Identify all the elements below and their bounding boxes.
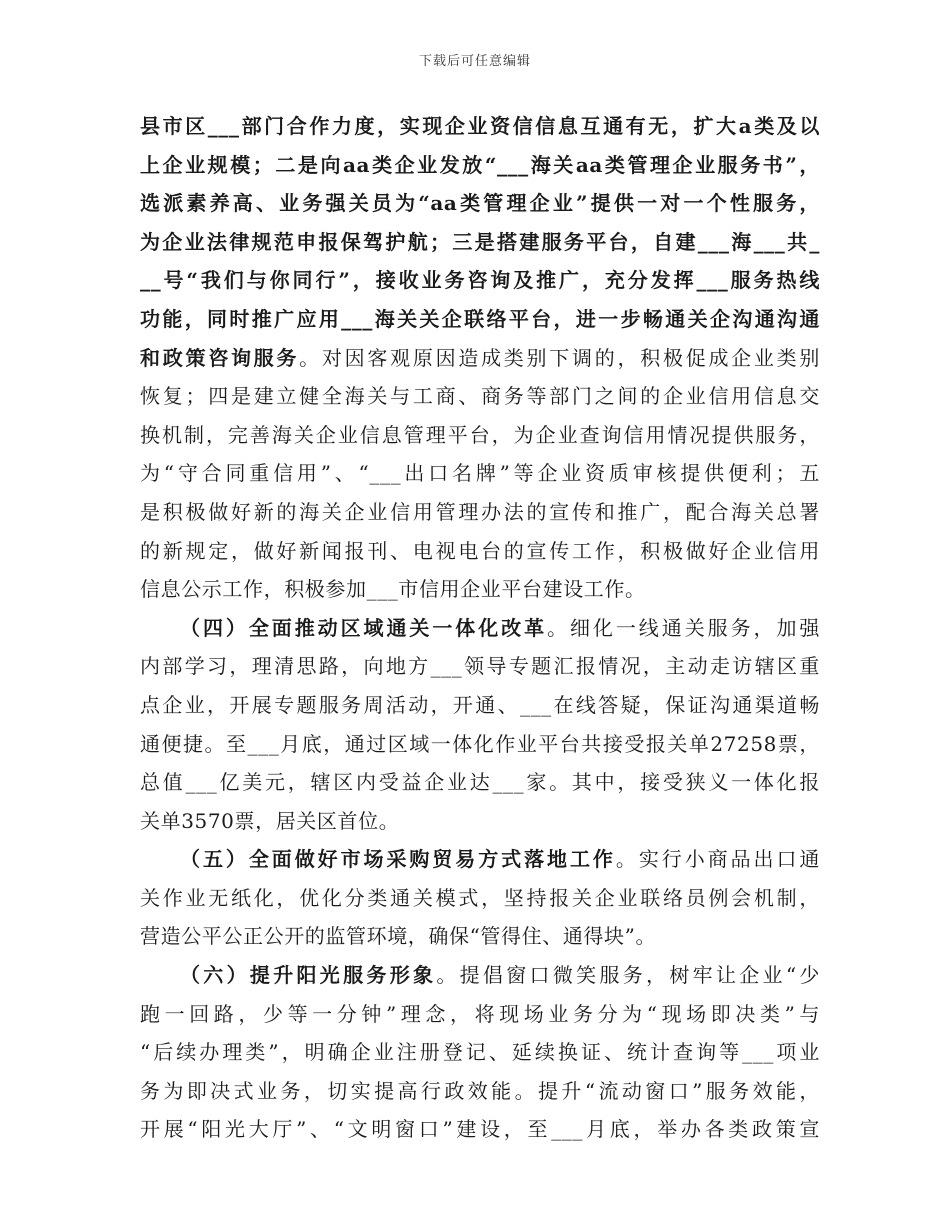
text-segment: 跑一回路，少等一分钟”理念，将现场业务分为“现场即决类”与 (140, 1001, 820, 1026)
text-segment: 的新规定，做好新闻报刊、电视电台的宣传工作，积极做好企业信用 (140, 538, 820, 563)
bold-text-segment: 和政策咨询服务 (140, 345, 300, 370)
bold-text-segment: 功能，同时推广应用___海关关企联络平台，进一步畅通关企沟通沟通 (140, 306, 820, 331)
text-segment: 内部学习，理清思路，向地方___领导专题汇报情况，主动走访辖区重 (140, 654, 820, 679)
text-segment: 点企业，开展专题服务周活动，开通、___在线答疑，保证沟通渠道畅 (140, 692, 820, 717)
text-line (140, 1110, 820, 1149)
text-line (140, 300, 820, 339)
bold-text-segment: （四）全面推动区域通关一体化改革 (180, 615, 548, 640)
page-header: 下载后可任意编辑 (418, 54, 531, 69)
bold-text-segment: （五）全面做好市场采购贸易方式落地工作 (180, 847, 616, 872)
text-line (140, 995, 820, 1034)
text-line (140, 146, 820, 185)
text-line (140, 840, 820, 879)
text-segment: 为“守合同重信用”、“___出口名牌”等企业资质审核提供便利；五 (140, 461, 820, 486)
text-segment: 。对因客观原因造成类别下调的，积极促成企业类别 (299, 345, 820, 370)
text-line (140, 763, 820, 802)
text-segment: 务为即决式业务，切实提高行政效能。提升“流动窗口”服务效能， (140, 1078, 820, 1103)
text-line (140, 570, 820, 609)
text-line (140, 223, 820, 262)
text-line (140, 184, 820, 223)
text-line (140, 647, 820, 686)
text-segment: 关作业无纸化，优化分类通关模式，坚持报关企业联络员例会机制， (140, 885, 820, 910)
text-line (140, 609, 820, 648)
document-body (140, 107, 820, 1149)
text-line (140, 377, 820, 416)
text-segment: 营造公平公正公开的监管环境，确保“管得住、通得块”。 (140, 924, 657, 949)
text-segment: 恢复；四是建立健全海关与工商、商务等部门之间的企业信用信息交 (140, 384, 820, 409)
bold-text-segment: 县市区___部门合作力度，实现企业资信信息互通有无，扩大a类及以 (140, 114, 820, 138)
text-line (140, 107, 820, 146)
text-line (140, 261, 820, 300)
text-segment: 开展“阳光大厅”、“文明窗口”建设，至___月底，举办各类政策宣 (140, 1117, 820, 1142)
text-segment: 。提倡窗口微笑服务，树牢让企业“少 (436, 963, 820, 988)
text-segment: 总值___亿美元，辖区内受益企业达___家。其中，接受狭义一体化报 (140, 770, 820, 795)
bold-text-segment: 选派素养高、业务强关员为“aa类管理企业”提供一对一个性服务， (140, 191, 820, 216)
text-segment: “后续办理类”，明确企业注册登记、延续换证、统计查询等___项业 (140, 1040, 820, 1065)
text-line (140, 879, 820, 918)
text-segment: 换机制，完善海关企业信息管理平台，为企业查询信用情况提供服务， (140, 422, 820, 447)
text-line (140, 686, 820, 725)
text-line (140, 725, 820, 764)
bold-text-segment: 为企业法律规范申报保驾护航；三是搭建服务平台，自建___海___共_ (140, 229, 820, 254)
text-line (140, 917, 820, 956)
text-segment: 是积极做好新的海关企业信用管理办法的宣传和推广，配合海关总署 (140, 499, 820, 524)
text-line (140, 454, 820, 493)
text-segment: 关单3570票，居关区首位。 (140, 808, 400, 833)
text-line (140, 416, 820, 455)
text-segment: 信息公示工作，积极参加___市信用企业平台建设工作。 (140, 577, 646, 602)
bold-text-segment: 上企业规模；二是向aa类企业发放“___海关aa类管理企业服务书”， (140, 152, 820, 177)
text-line (140, 802, 820, 841)
bold-text-segment: __号“我们与你同行”，接收业务咨询及推广，充分发挥___服务热线 (140, 268, 820, 293)
text-segment: 。实行小商品出口通 (615, 847, 820, 872)
text-line (140, 1033, 820, 1072)
text-segment: 通便捷。至___月底，通过区域一体化作业平台共接受报关单27258票， (140, 731, 820, 756)
text-line (140, 493, 820, 532)
text-line (140, 1072, 820, 1111)
text-segment: 。细化一线通关服务，加强 (547, 615, 820, 640)
text-line (140, 956, 820, 995)
bold-text-segment: （六）提升阳光服务形象 (180, 963, 437, 988)
text-line (140, 532, 820, 571)
text-line (140, 339, 820, 378)
